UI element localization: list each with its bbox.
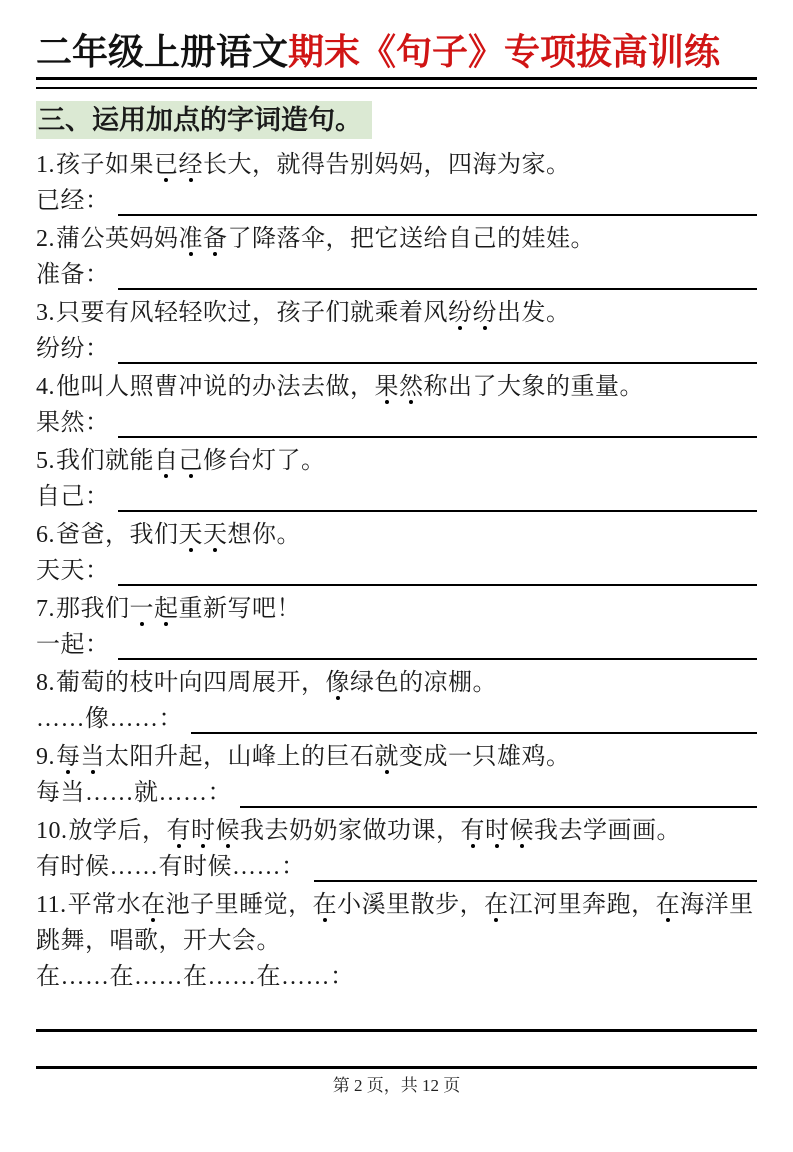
answer-row <box>36 959 757 995</box>
sentence-text: 小溪里散步， <box>337 892 485 918</box>
emphasized-char: 己 <box>179 443 204 479</box>
sentence-text: 放学后， <box>68 818 167 844</box>
emphasized-char: 在 <box>484 887 509 923</box>
sentence-text: 了降落伞，把它送给自己的娃娃。 <box>227 226 595 252</box>
sentence-text: 那我们 <box>56 596 130 622</box>
answer-row <box>36 479 757 515</box>
question-item <box>36 221 757 293</box>
sentence-text: 长大，就得告别妈妈，四海为家。 <box>203 152 571 178</box>
answer-row <box>36 849 757 885</box>
question-sentence <box>36 813 757 849</box>
sentence-text: 葡萄的枝叶向四周展开， <box>56 670 326 696</box>
emphasized-char: 已 <box>154 147 179 183</box>
question-item <box>36 887 757 995</box>
question-item <box>36 591 757 663</box>
answer-row <box>36 701 757 737</box>
question-sentence <box>36 517 757 553</box>
answer-line-blank <box>36 995 757 1032</box>
emphasized-char: 每 <box>56 739 81 775</box>
answer-underline <box>118 288 758 290</box>
answer-line-blank <box>36 1032 757 1069</box>
question-sentence <box>36 887 757 959</box>
emphasized-char: 在 <box>141 887 166 923</box>
answer-prompt: 天天： <box>36 558 110 584</box>
answer-underline <box>118 658 758 660</box>
sentence-text: 绿色的凉棚。 <box>350 670 497 696</box>
question-sentence <box>36 443 757 479</box>
answer-row <box>36 627 757 663</box>
answer-underline <box>118 362 758 364</box>
sentence-text: 爸爸，我们 <box>56 522 179 548</box>
question-number: 4. <box>36 374 55 400</box>
question-number: 1. <box>36 152 55 178</box>
question-number: 9. <box>36 744 55 770</box>
sentence-text: 出发。 <box>497 300 571 326</box>
answer-underline <box>191 732 757 734</box>
sentence-text: 只要有风轻轻吹过，孩子们就乘着风 <box>56 300 448 326</box>
answer-prompt: 准备： <box>36 262 110 288</box>
question-item <box>36 665 757 737</box>
extra-answer-lines <box>36 995 757 1069</box>
sentence-text: 孩子如果 <box>56 152 154 178</box>
page-footer: 第 2 页，共 12 页 <box>332 1076 461 1095</box>
sentence-text: 海洋里跳舞，唱歌，开大会。 <box>36 892 754 954</box>
sentence-text: 重新写吧！ <box>178 596 301 622</box>
emphasized-char: 起 <box>154 591 179 627</box>
answer-underline <box>314 880 758 882</box>
sentence-text: 我们就能 <box>56 448 154 474</box>
answer-underline <box>118 510 758 512</box>
question-item <box>36 739 757 811</box>
question-number: 7. <box>36 596 55 622</box>
answer-prompt: 一起： <box>36 632 110 658</box>
emphasized-char: 像 <box>326 665 351 701</box>
emphasized-char: 候 <box>216 813 241 849</box>
question-item <box>36 813 757 885</box>
sentence-text: 池子里睡觉， <box>165 892 313 918</box>
answer-prompt: 在……在……在……在……： <box>36 964 355 990</box>
sentence-text: 想你。 <box>227 522 301 548</box>
sentence-text: 江河里奔跑， <box>508 892 656 918</box>
sentence-text: 我去奶奶家做功课， <box>240 818 461 844</box>
answer-prompt: 每当……就……： <box>36 780 232 806</box>
sentence-text: 变成一只雄鸡。 <box>399 744 571 770</box>
page-title <box>36 30 757 74</box>
question-item <box>36 295 757 367</box>
emphasized-char: 果 <box>375 369 400 405</box>
question-number: 3. <box>36 300 55 326</box>
answer-row <box>36 775 757 811</box>
sentence-text: 他叫人照曹冲说的办法去做， <box>56 374 375 400</box>
answer-prompt: 已经： <box>36 188 110 214</box>
sentence-text: 蒲公英妈妈 <box>56 226 179 252</box>
emphasized-char: 准 <box>179 221 204 257</box>
emphasized-char: 然 <box>399 369 424 405</box>
emphasized-char: 备 <box>203 221 228 257</box>
section-heading: 三、运用加点的字词造句。 <box>36 101 372 139</box>
title-divider-rule <box>36 77 757 89</box>
answer-row <box>36 257 757 293</box>
question-sentence <box>36 295 757 331</box>
answer-underline <box>118 214 758 216</box>
question-number: 6. <box>36 522 55 548</box>
emphasized-char: 经 <box>179 147 204 183</box>
question-sentence <box>36 739 757 775</box>
emphasized-char: 有 <box>461 813 486 849</box>
answer-row <box>36 183 757 219</box>
sentence-text: 平常水 <box>67 892 142 918</box>
answer-prompt: 果然： <box>36 410 110 436</box>
question-sentence <box>36 221 757 257</box>
emphasized-char: 在 <box>313 887 338 923</box>
worksheet-page <box>0 30 793 1152</box>
title-red-text: 期末《句子》专项拔高训练 <box>288 32 721 72</box>
sentence-text: 称出了大象的重量。 <box>423 374 644 400</box>
question-list <box>36 147 757 995</box>
question-sentence <box>36 369 757 405</box>
question-item <box>36 369 757 441</box>
question-number: 11. <box>36 892 67 918</box>
question-number: 10. <box>36 818 68 844</box>
question-sentence <box>36 665 757 701</box>
sentence-text: 太阳升起，山峰上的巨石 <box>105 744 375 770</box>
answer-underline <box>118 436 758 438</box>
emphasized-char: 候 <box>510 813 535 849</box>
emphasized-char: 天 <box>203 517 228 553</box>
question-item <box>36 147 757 219</box>
answer-row <box>36 553 757 589</box>
answer-prompt: 有时候……有时候……： <box>36 854 306 880</box>
sentence-text: 修台灯了。 <box>203 448 326 474</box>
answer-prompt: ……像……： <box>36 706 183 732</box>
question-number: 5. <box>36 448 55 474</box>
emphasized-char: 自 <box>154 443 179 479</box>
emphasized-char: 纷 <box>473 295 498 331</box>
sentence-text: 我去学画画。 <box>534 818 681 844</box>
answer-prompt: 纷纷： <box>36 336 110 362</box>
question-item <box>36 443 757 515</box>
question-number: 2. <box>36 226 55 252</box>
emphasized-char: 在 <box>656 887 681 923</box>
question-number: 8. <box>36 670 55 696</box>
answer-underline <box>240 806 757 808</box>
emphasized-char: 就 <box>375 739 400 775</box>
question-item <box>36 517 757 589</box>
emphasized-char: 当 <box>81 739 106 775</box>
emphasized-char: 时 <box>485 813 510 849</box>
answer-row <box>36 331 757 367</box>
emphasized-char: 天 <box>179 517 204 553</box>
answer-prompt: 自己： <box>36 484 110 510</box>
answer-underline <box>118 584 758 586</box>
question-sentence <box>36 147 757 183</box>
emphasized-char: 纷 <box>448 295 473 331</box>
emphasized-char: 一 <box>130 591 155 627</box>
emphasized-char: 时 <box>191 813 216 849</box>
title-black-text: 二年级上册语文 <box>36 32 289 72</box>
emphasized-char: 有 <box>167 813 192 849</box>
answer-row <box>36 405 757 441</box>
question-sentence <box>36 591 757 627</box>
